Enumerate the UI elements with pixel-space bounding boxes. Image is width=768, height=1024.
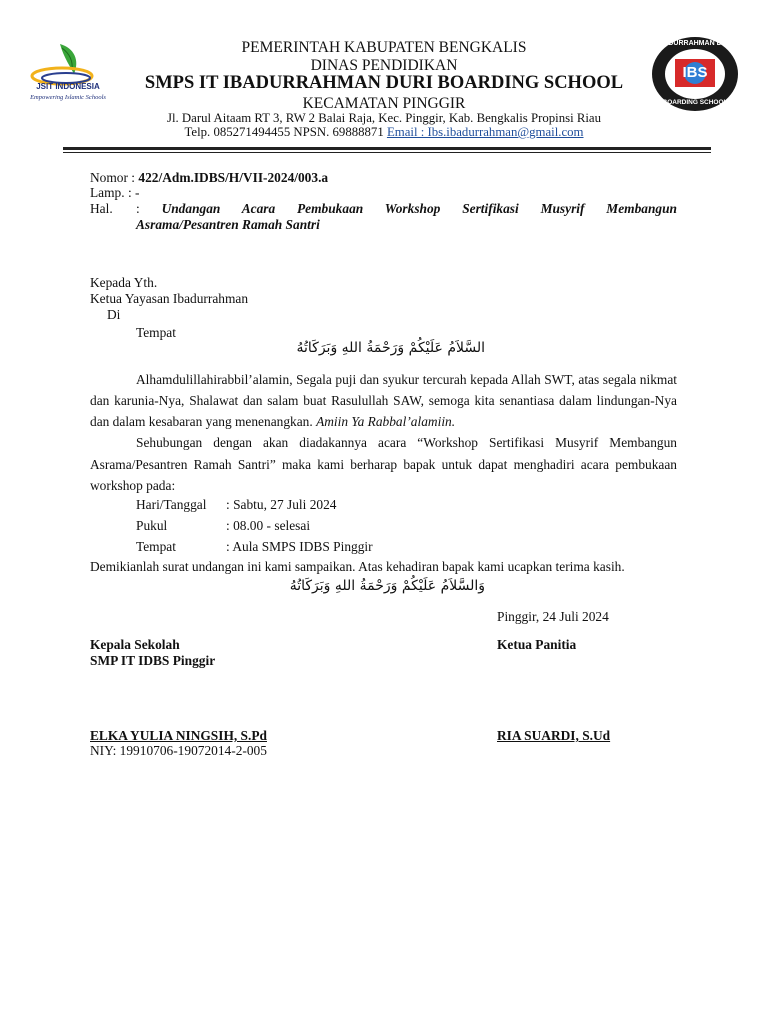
schedule-date-label: Hari/Tanggal — [136, 497, 207, 512]
header-divider-thin — [63, 152, 711, 153]
hal-label: Hal. — [90, 201, 113, 216]
schedule-time-label: Pukul — [136, 518, 168, 533]
arabic-greeting: السَّلاَمُ عَلَيْكُمْ وَرَحْمَةُ اللهِ وَبَرَكَاتُهُ — [296, 340, 485, 356]
recipient-line1: Kepada Yth. — [90, 275, 158, 290]
header-school-name: SMPS IT IBADURRAHMAN DURI BOARDING SCHOOL — [144, 73, 624, 93]
header-phone-npsn: Telp. 085271494455 NPSN. 69888871 — [184, 125, 384, 139]
signature-left-title2: SMP IT IDBS Pinggir — [90, 653, 216, 668]
place-date: Pinggir, 24 Juli 2024 — [497, 609, 609, 624]
ibs-logo-top-text: IBADURRAHMAN DURI — [656, 40, 734, 47]
nomor-value: 422/Adm.IDBS/H/VII-2024/003.a — [138, 170, 329, 185]
lamp-label: Lamp. — [90, 185, 125, 200]
jsit-logo-tagline: Empowering Islamic Schools — [30, 94, 106, 101]
header-divider-thick — [63, 147, 711, 150]
paragraph-invitation: Sehubungan dengan akan diadakannya acara “Workshop Sertifikasi Musyrif Membangun Asrama/Pesantren Ramah Santri” maka kami berharap bapak untuk dapat menghadiri acara pembukaan workshop pada: — [90, 435, 677, 493]
schedule-time-value: : 08.00 - selesai — [226, 518, 311, 533]
hal-subject-line1-wrap — [136, 201, 677, 217]
signature-right-title: Ketua Panitia — [497, 637, 577, 652]
header-address: Jl. Darul Aitaam RT 3, RW 2 Balai Raja, Kec. Pinggir, Kab. Bengkalis Propinsi Riau — [166, 111, 601, 125]
closing-text: Demikianlah surat undangan ini kami sampaikan. Atas kehadiran bapak kami ucapkan terima kasih. — [90, 559, 625, 574]
nomor-colon: : — [131, 170, 136, 185]
hal-subject — [136, 201, 677, 233]
hal-label-row — [90, 201, 113, 217]
paragraph-opening-text: Alhamdulillahirabbil’alamin, Segala puji dan syukur tercurah kepada Allah SWT, atas segala nikmat dan karunia-Nya, Shalawat dan salam buat Rasulullah SAW, semoga kita senantiasa dalam lindungan-Nya dan dalam kesabaran yang menenangkan. — [90, 372, 677, 429]
signature-left-niy — [90, 743, 267, 759]
paragraph-opening — [90, 369, 677, 432]
hal-subject-line1: Undangan Acara Pembukaan Workshop Sertifikasi Musyrif Membangun — [161, 201, 677, 216]
nomor-row — [90, 170, 328, 186]
ibs-logo-bottom-text: BOARDING SCHOOL — [662, 99, 728, 106]
schedule-date-value: : Sabtu, 27 Juli 2024 — [226, 497, 337, 512]
signature-left-title1: Kepala Sekolah — [90, 637, 180, 652]
hal-colon: : — [136, 201, 162, 216]
recipient-line4: Tempat — [136, 325, 176, 340]
signature-left-name: ELKA YULIA NINGSIH, S.Pd — [90, 728, 267, 743]
header-department: DINAS PENDIDIKAN — [310, 57, 458, 74]
header-government: PEMERINTAH KABUPATEN BENGKALIS — [241, 39, 527, 56]
lamp-row — [90, 185, 140, 201]
arabic-closing: وَالسَّلاَمُ عَلَيْكُمْ وَرَحْمَةُ اللهِ وَبَرَكَاتُهُ — [289, 578, 485, 594]
jsit-logo-title: JSIT INDONESIA — [36, 82, 100, 91]
hal-subject-line2: Asrama/Pesantren Ramah Santri — [136, 217, 320, 232]
header-email-link[interactable]: Email : Ibs.ibadurrahman@gmail.com — [386, 125, 584, 139]
nomor-label: Nomor — [90, 170, 128, 185]
lamp-colon: : — [127, 185, 132, 200]
niy-label: NIY: — [90, 743, 117, 758]
lamp-value: - — [135, 185, 140, 200]
header-district: KECAMATAN PINGGIR — [302, 95, 466, 112]
header-contact — [0, 125, 768, 140]
signature-right-name: RIA SUARDI, S.Ud — [497, 728, 611, 743]
ibs-logo-mark: IBS — [682, 64, 708, 81]
paragraph-opening-amiin: Amiin Ya Rabbal’alamiin. — [316, 414, 456, 429]
schedule-place-label: Tempat — [136, 539, 176, 554]
schedule-place-value: : Aula SMPS IDBS Pinggir — [226, 539, 373, 554]
niy-value: 19910706-19072014-2-005 — [119, 743, 267, 758]
recipient-line2: Ketua Yayasan Ibadurrahman — [90, 291, 249, 306]
recipient-line3: Di — [107, 307, 121, 322]
